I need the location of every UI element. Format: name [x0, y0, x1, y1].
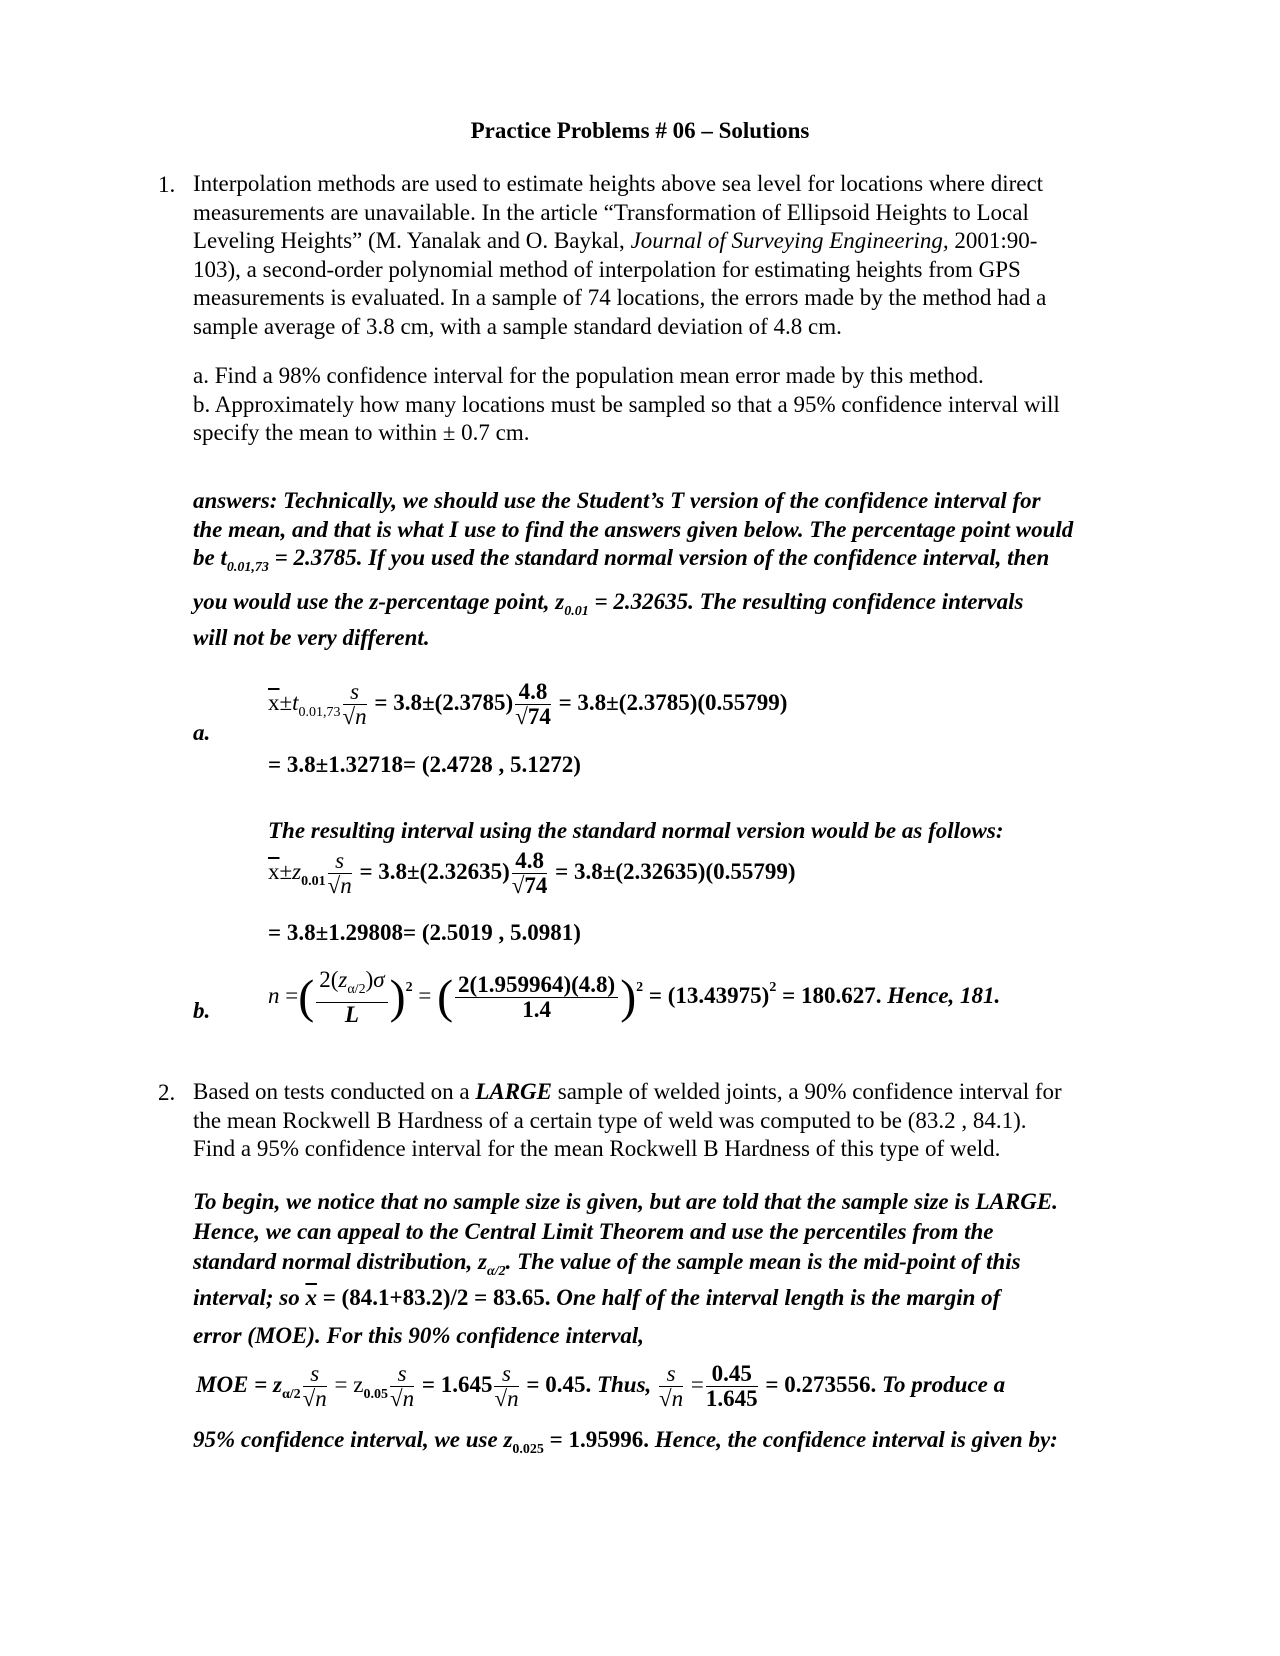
p1-line: measurements are unavailable. In the article “Transformation of Ellipsoid Heights to Local: [193, 199, 1029, 225]
problem-1-statement: [193, 170, 1253, 341]
label-a: a.: [193, 720, 211, 745]
solution-last-line: 95% confidence interval, we use $z_{0.025} = 1.95996$. Hence, the confidence interval is given by:: [193, 1427, 1058, 1457]
problem-2-number: 2.: [158, 1080, 176, 1105]
solution-line: Hence, we can appeal to the Central Limit Theorem and use the percentiles from the: [193, 1219, 994, 1244]
solution-line: To begin, we notice that no sample size is given, but are told that the sample size is LARGE.: [193, 1189, 1058, 1214]
problem-2-statement: [193, 1078, 1253, 1164]
label-b: b.: [193, 998, 211, 1023]
problem-1-questions: [193, 362, 1253, 448]
equation-a-line-2: = 3.8±1.32718= (2.4728 , 5.1272): [268, 752, 581, 777]
answer-line: the mean, and that is what I use to find the answers given below. The percentage point would: [193, 516, 1074, 542]
p1-line: Leveling Heights” (M. Yanalak and O. Baykal, Journal of Surveying Engineering, 2001:90-: [193, 228, 1038, 253]
solution-line-5: error (MOE). For this 90% confidence interval,: [193, 1323, 645, 1348]
solution-line-4: interval; so $\overline{x} = (84.1+83.2)/2 = 83.65$. One half of the interval length is the margin of: [193, 1285, 1001, 1310]
question-a: a. Find a 98% confidence interval for the population mean error made by this method.: [193, 363, 984, 388]
answer-line: be $t_{0.01,73} = 2.3785$. If you used the standard normal version of the confidence interval, then: [193, 545, 1050, 575]
equation-std-line-2: = 3.8±1.29808= (2.5019 , 5.0981): [268, 920, 581, 945]
p2-line: Find a 95% confidence interval for the mean Rockwell B Hardness of this type of weld.: [193, 1136, 1001, 1161]
problem-2-solution: [193, 1187, 1273, 1287]
p1-line: measurements is evaluated. In a sample of 74 locations, the errors made by the method had a: [193, 285, 1047, 310]
p1-line: sample average of 3.8 cm, with a sample standard deviation of 4.8 cm.: [193, 313, 842, 339]
problem-1-number: 1.: [158, 172, 176, 197]
question-b: b. Approximately how many locations must be sampled so that a 95% confidence interval will: [193, 391, 1060, 417]
p2-line: the mean Rockwell B Hardness of a certain type of weld was computed to be (83.2 , 84.1).: [193, 1107, 1027, 1133]
equation-moe: MOE = $z_{\alpha/2}$ $\frac{s}{√n}$ = $z_{0.05}$ $\frac{s}{√n}$ = 1.645 $\frac{s}{√n}$ = 0.45. Thus, $\frac{s}{√n}$ = $\frac{0.45}{1.645}$ = 0.273556. To produce a: [196, 1361, 1006, 1411]
problem-1-answer-intro: [193, 487, 1273, 583]
equation-std-line-1: $\overline{x}\pm z_{0.01}$ $\frac{s}{√n}$ = 3.8±(2.32635) $\frac{4.8}{√74}$ = 3.8±(2.32635)(0.55799): [268, 848, 796, 898]
solution-line: standard normal distribution, $z_{\alpha/2}$. The value of the sample mean is the mid-point of this: [193, 1249, 1021, 1279]
p1-line: 103), a second-order polynomial method of interpolation for estimating heights from GPS: [193, 256, 1021, 282]
page-title: Practice Problems # 06 – Solutions: [470, 118, 810, 143]
equation-a-line-1: $\overline{x}\pm t_{0.01,73}$ $\frac{s}{√n}$ = 3.8±(2.3785) $\frac{4.8}{√74}$ = 3.8±(2.3785)(0.55799): [268, 679, 788, 729]
standard-normal-intro: The resulting interval using the standard normal version would be as follows:: [268, 818, 1004, 843]
answer-line-5: will not be very different.: [193, 625, 430, 650]
p1-line: Interpolation methods are used to estimate heights above sea level for locations where direct: [193, 171, 1044, 196]
equation-b: n =( $\frac{2(z_{\alpha/2})\sigma}{L}$ )$^2$ = ( $\frac{2(1.959964)(4.8)}{1.4}$ )$^2 = (13.43975)^2 = 180.627$. Hence, 181.: [268, 967, 1001, 1027]
question-b-cont: specify the mean to within ± 0.7 cm.: [193, 420, 530, 445]
answer-line-4: you would use the z-percentage point, $z_{0.01} = 2.32635$. The resulting confidence intervals: [193, 589, 1024, 619]
p2-line: Based on tests conducted on a LARGE sample of welded joints, a 90% confidence interval for: [193, 1079, 1062, 1104]
answer-line: answers: Technically, we should use the Student’s T version of the confidence interval for: [193, 488, 1041, 513]
